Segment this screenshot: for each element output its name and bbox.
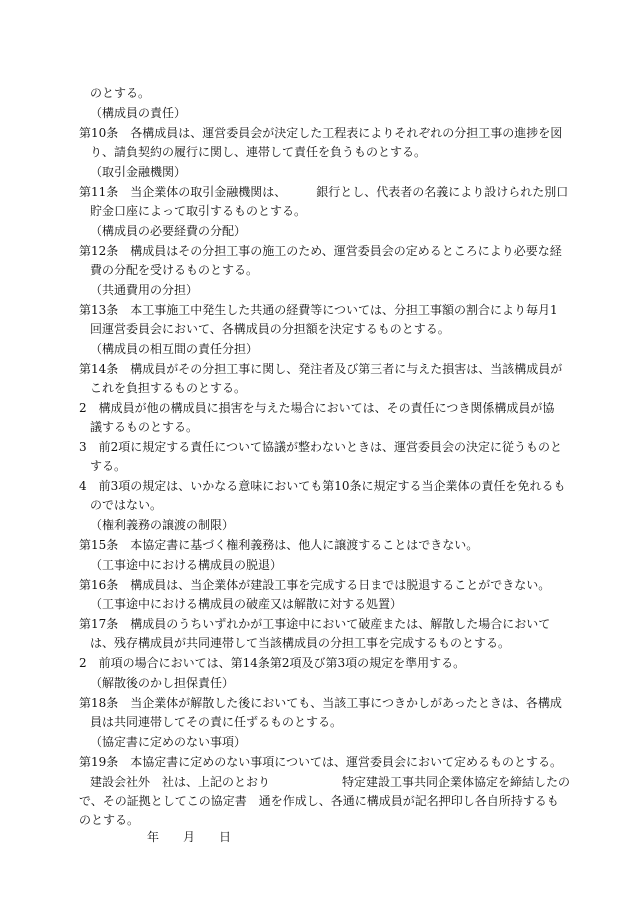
document-line: （協定書に定めのない事項） — [90, 735, 247, 749]
document-line: 第19条 本協定書に定めのない事項については、運営委員会において定めるものとする。 — [79, 755, 563, 769]
document-line: で、その証拠としてこの協定書 通を作成し、各通に構成員が記名押印し各自所持するも — [79, 794, 559, 808]
document-line: 回運営委員会において、各構成員の分担額を決定するものとする。 — [90, 322, 450, 336]
document-line: のとする。 — [79, 813, 140, 827]
document-line: 第15条 本協定書に基づく権利義務は、他人に譲渡することはできない。 — [79, 538, 479, 552]
document-line: 第10条 各構成員は、運営委員会が決定した工程表によりそれぞれの分担工事の進捗を図 — [79, 126, 563, 140]
document-line: （工事途中における構成員の破産又は解散に対する処置） — [90, 597, 403, 611]
document-line: 3 前2項に規定する責任について協議が整わないときは、運営委員会の決定に従うものと — [79, 440, 563, 454]
document-line: （取引金融機関） — [90, 165, 187, 179]
document-line: 第13条 本工事施工中発生した共通の経費等については、分担工事額の割合により毎月1 — [79, 303, 558, 317]
document-line: 第14条 構成員がその分担工事に関し、発注者及び第三者に与えた損害は、当該構成員が — [79, 362, 563, 376]
document-line: 議するものとする。 — [90, 420, 199, 434]
document-line: （構成員の責任） — [90, 106, 187, 120]
document-line: 年 月 日 — [147, 830, 232, 844]
document-line: 2 構成員が他の構成員に損害を与えた場合においては、その責任につき関係構成員が協 — [79, 401, 555, 415]
document-line: （共通費用の分担） — [90, 283, 199, 297]
document-line: のではない。 — [90, 498, 163, 512]
document-line: 費の分配を受けるものとする。 — [90, 263, 259, 277]
document-line: これを負担するものとする。 — [90, 381, 247, 395]
document-line: 第12条 構成員はその分担工事の施工のため、運営委員会の定めるところにより必要な経 — [79, 244, 562, 258]
document-line: 4 前3項の規定は、いかなる意味においても第10条に規定する当企業体の責任を免れるも — [79, 479, 566, 493]
document-line: （構成員の必要経費の分配） — [90, 224, 247, 238]
document-line: 貯金口座によって取引するものとする。 — [90, 204, 307, 218]
document-line: 員は共同連帯してその責に任ずるものとする。 — [90, 715, 343, 729]
document-line: （権利義務の譲渡の制限） — [90, 518, 235, 532]
document-line: 2 前項の場合においては、第14条第2項及び第3項の規定を準用する。 — [79, 656, 466, 670]
document-line: り、請負契約の履行に関し、連帯して責任を負うものとする。 — [90, 145, 427, 159]
document-line: のとする。 — [90, 86, 151, 100]
document-line: は、残存構成員が共同連帯して当該構成員の分担工事を完成するものとする。 — [90, 636, 511, 650]
document-line: する。 — [90, 459, 127, 473]
document-line: 第18条 当企業体が解散した後においても、当該工事につきかしがあったときは、各構成 — [79, 696, 562, 710]
document-line: （構成員の相互間の責任分担） — [90, 342, 259, 356]
document-line: （解散後のかし担保責任） — [90, 676, 235, 690]
document-line: 第11条 当企業体の取引金融機関は、 銀行とし、代表者の名義により設けられた別口 — [79, 185, 569, 199]
document-line: （工事途中における構成員の脱退） — [90, 558, 283, 572]
document-line: 第16条 構成員は、当企業体が建設工事を完成する日までは脱退することができない。 — [79, 578, 551, 592]
document-line: 建設会社外 社は、上記のとおり 特定建設工事共同企業体協定を締結したの — [90, 775, 571, 789]
document-line: 第17条 構成員のうちいずれかが工事途中において破産または、解散した場合において — [79, 617, 551, 631]
